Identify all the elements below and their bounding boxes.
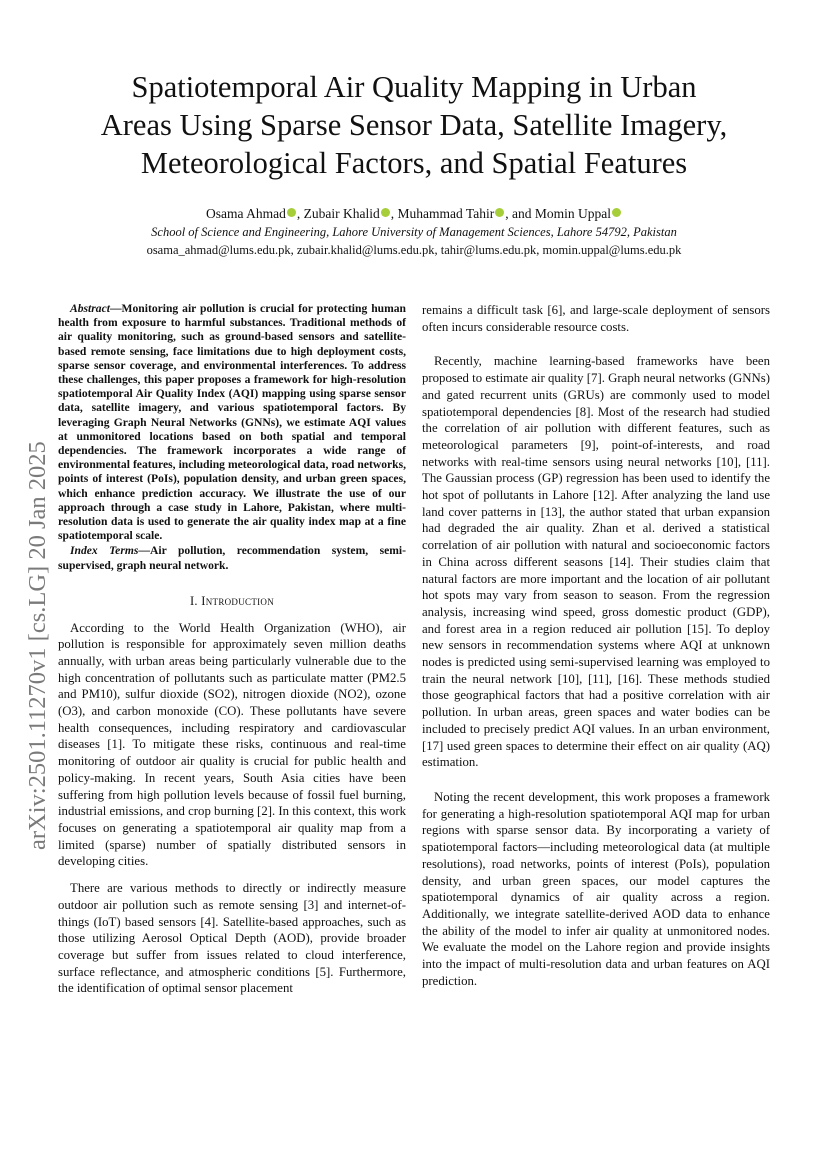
title-line: Areas Using Sparse Sensor Data, Satellite Imagery, <box>100 108 728 142</box>
body-paragraph: Noting the recent development, this work proposes a framework for generating a high-resolution spatiotemporal AQI map for urban regions with sparse sensor data. By incorporating a variety of spatiotemporal factors—including meteorological data (at multiple resolutions), road networks, points of interest (PoIs), population density, and urban green spaces, our model captures the spatiotemporal dynamics of air quality across a region. Additionally, we integrate satellite-derived AOD data to enhance the ability of the model to infer air quality at unmonitored nodes. We evaluate the model on the Lahore region and provide insights into the impact of multi-resolution data and urban features on AQI prediction. <box>422 789 770 988</box>
author-separator: , and <box>505 206 535 221</box>
abstract <box>58 302 406 543</box>
section-heading: I. Introduction <box>189 593 275 608</box>
intro-paragraph: According to the World Health Organization (WHO), air pollution is responsible for approximately seven million deaths annually, with urban areas being particularly vulnerable due to the high concentration of pollutants such as particulate matter (PM2.5 and PM10), sulfur dioxide (SO2), nitrogen dioxide (NO2), ozone (O3), and carbon monoxide (CO). These pollutants have severe health consequences, including respiratory and cardiovascular diseases [1]. To mitigate these risks, continuous and real-time monitoring of outdoor air quality is crucial for public health and policy-making. In recent years, South Asia cities have been suffering from high pollution levels because of fossil fuel burning, industrial emissions, and crop burning [2]. In this context, this work focuses on generating a spatiotemporal air quality map from a limited (sparse) number of spatially distributed sensors in developing cities. <box>58 620 406 869</box>
author-name: Zubair Khalid <box>303 206 380 221</box>
author-name: Muhammad Tahir <box>397 206 495 221</box>
orcid-icon[interactable] <box>287 208 296 217</box>
author-name: Osama Ahmad <box>206 206 286 221</box>
index-terms <box>58 544 406 572</box>
orcid-icon[interactable] <box>495 208 504 217</box>
author-separator: , <box>296 206 304 221</box>
affiliation: School of Science and Engineering, Lahore University of Management Sciences, Lahore 54792, Pakistan <box>151 225 677 239</box>
paper-title <box>60 68 768 182</box>
index-terms-lead: Index Terms <box>70 544 139 558</box>
abstract-lead: Abstract <box>70 302 110 315</box>
left-column <box>58 302 406 997</box>
author-emails: osama_ahmad@lums.edu.pk, zubair.khalid@lums.edu.pk, tahir@lums.edu.pk, momin.uppal@lums.edu.pk <box>146 243 682 257</box>
author-list <box>60 205 768 223</box>
author-separator: , <box>390 206 398 221</box>
arxiv-stamp <box>22 370 54 850</box>
orcid-icon[interactable] <box>381 208 390 217</box>
index-terms-body: —Air pollution, recommendation system, semi-supervised, graph neural network. <box>58 544 406 572</box>
author-name: Momin Uppal <box>534 206 611 221</box>
body-paragraph: Recently, machine learning-based frameworks have been proposed to estimate air quality [7]. Graph neural networks (GNNs) and gated recurrent units (GRUs) are commonly used to model spatiotemporal dependencies [8]. Most of the research had studied the correlation of air pollution with different features, such as meteorological parameters [9], point-of-interests, and road networks with real-time sensors using neural networks [10], [11]. The Gaussian process (GP) regression has been used to identify the hot spot of pollutants in Lahore [12]. After analyzing the land use land cover patterns in [13], the author stated that urban expansion had degraded the air quality. Zhan et al. derived a statistical correlation of air pollution with natural and socioeconomic factors in China across different seasons [14]. Their studies claim that natural factors are more important and the location of air pollutant hot spots may vary from season to season. From the regression analysis, increasing wind speed, gross domestic product (GDP), and forest area in a region reduced air pollution [15]. To deploy new sensors in recommendation systems where AQI at unknown nodes is predicted using semi-supervised learning was employed to train the neural network [10], [11], [16]. These methods studied those geographical factors that had a positive correlation with air pollution. In urban areas, green spaces and water bodies can be included to precisely predict AQI values. In an urban environment, [17] used green spaces to determine their effect on air quality (AQ) estimation. <box>422 354 770 770</box>
body-paragraph: remains a difficult task [6], and large-scale deployment of sensors often incurs considerable resource costs. <box>422 303 770 334</box>
orcid-icon[interactable] <box>612 208 621 217</box>
arxiv-stamp-text: arXiv:2501.11270v1 [cs.LG] 20 Jan 2025 <box>24 441 51 850</box>
abstract-body: —Monitoring air pollution is crucial for protecting human health from exposure to harmful substances. Traditional methods of air quality monitoring, such as ground-based sensors and satellite-based remote sensing, face limitations due to high deployment costs, sparse sensor coverage, and environmental interferences. To address these challenges, this paper proposes a framework for high-resolution spatiotemporal Air Quality Index (AQI) mapping using sparse sensor data, satellite imagery, and various spatiotemporal factors. By leveraging Graph Neural Networks (GNNs), we estimate AQI values at unmonitored locations based on both spatial and temporal dependencies. The framework incorporates a wide range of environmental features, including meteorological data, road networks, points of interest (PoIs), population density, and urban green spaces, which enhance prediction accuracy. We illustrate the use of our approach through a case study in Lahore, Pakistan, where multi-resolution data is used to generate the air quality index map at a fine spatiotemporal scale. <box>58 302 406 543</box>
right-column <box>422 302 770 989</box>
intro-paragraph: There are various methods to directly or indirectly measure outdoor air pollution such as remote sensing [3] and internet-of-things (IoT) based sensors [4]. Satellite-based approaches, such as those utilizing Aerosol Optical Depth (AOD), provide broader coverage but suffer from issues related to cloud interference, surface reflectance, and atmospheric conditions [5]. Furthermore, the identification of optimal sensor placement <box>58 881 406 996</box>
title-line: Meteorological Factors, and Spatial Features <box>140 146 688 180</box>
title-line: Spatiotemporal Air Quality Mapping in Urban <box>131 70 697 104</box>
